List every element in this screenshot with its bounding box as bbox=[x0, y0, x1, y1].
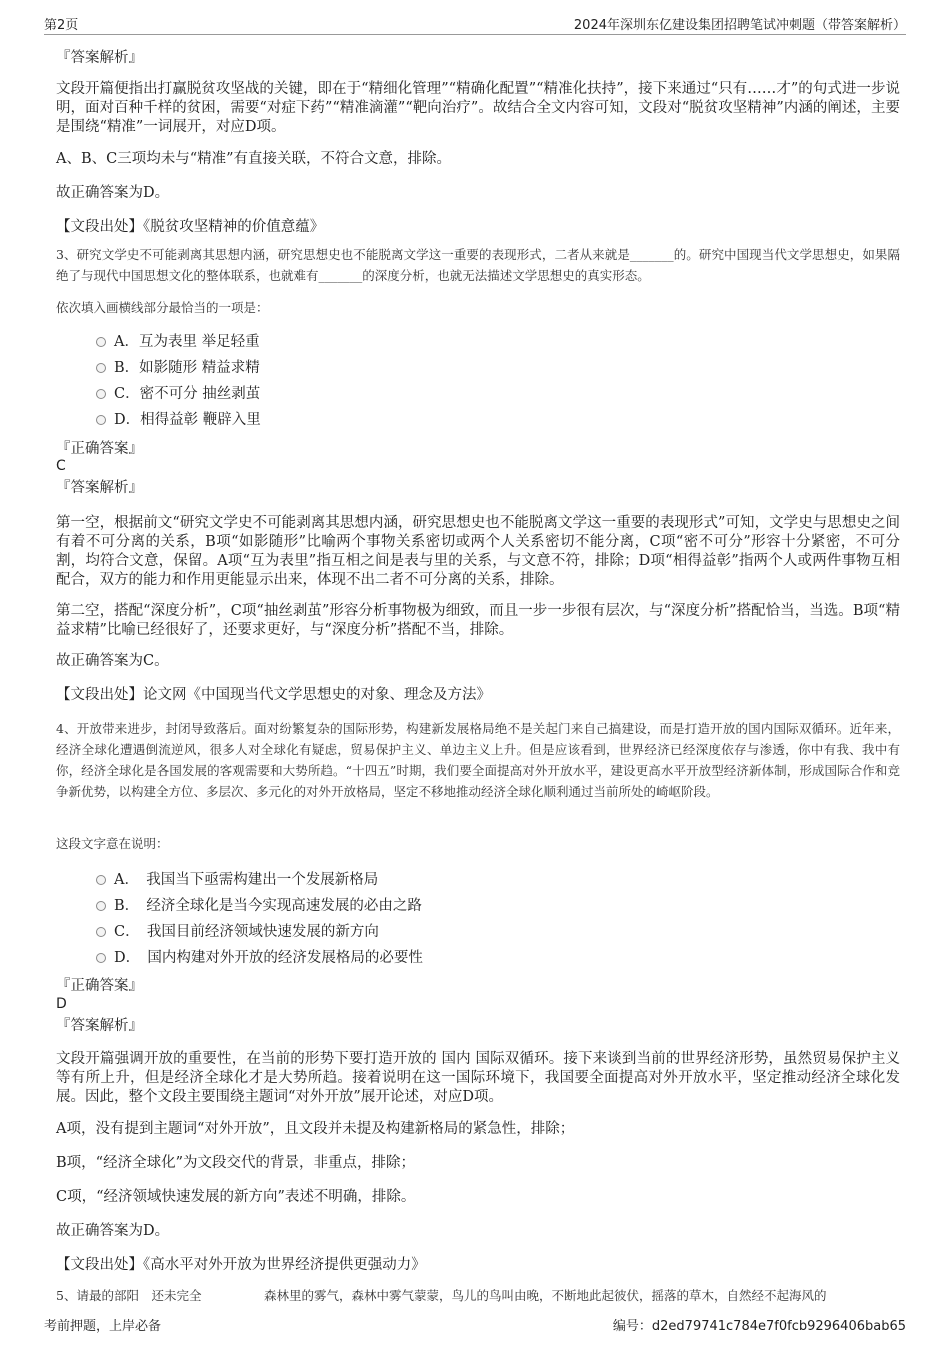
q4-option-c[interactable] bbox=[96, 922, 379, 942]
q3-option-a[interactable] bbox=[96, 332, 260, 352]
option-label: B．如影随形 精益求精 bbox=[114, 360, 260, 376]
q4-stem: 4、开放带来进步，封闭导致落后。面对纷繁复杂的国际形势，构建新发展格局绝不是关起门来自己搞建设，而是打造开放的国内国际双循环。近年来，经济全球化遭遇倒流逆风，很多人对全球化有疑虑，贸易保护主义、单边主义上升。但是应该看到，世界经济已经深度依存与渗透，你中有我、我中有你，经济全球化是各国发展的客观需要和大势所趋。“十四五”时期，我们要全面提高对外开放水平，建设更高水平开放型经济新体制，形成国际合作和竞争新优势，以构建全方位、多层次、多元化的对外开放格局，坚定不移地推动经济全球化顺利通过当前所处的崎岖阶段。 bbox=[56, 721, 900, 799]
radio-icon bbox=[96, 875, 106, 885]
option-label: B． 经济全球化是当今实现高速发展的必由之路 bbox=[114, 898, 422, 914]
q3-answer: C bbox=[56, 458, 66, 474]
q3-source: 【文段出处】论文网《中国现当代文学思想史的对象、理念及方法》 bbox=[56, 687, 491, 703]
q3-option-d[interactable] bbox=[96, 410, 261, 430]
page-header bbox=[44, 10, 906, 35]
radio-icon bbox=[96, 927, 106, 937]
footer-slogan: 考前押题，上岸必备 bbox=[44, 1319, 162, 1334]
q3-stem: 3、研究文学史不可能剥离其思想内涵，研究思想史也不能脱离文学这一重要的表现形式，二者从来就是_______的。研究中国现当代文学思想史，如果隔绝了与现代中国思想文化的整体联系，也就难有_______的深度分析，也就无法描述文学思想史的真实形态。 bbox=[56, 247, 900, 283]
footer-code: 编号：d2ed79741c784e7f0fcb9296406bab65 bbox=[612, 1319, 906, 1334]
q3-analysis-label: 『答案解析』 bbox=[56, 480, 143, 496]
q4-option-b[interactable] bbox=[96, 896, 422, 916]
radio-icon bbox=[96, 415, 106, 425]
q2-source: 【文段出处】《脱贫攻坚精神的价值意蕴》 bbox=[56, 219, 325, 235]
q4-analysis-label: 『答案解析』 bbox=[56, 1018, 143, 1034]
q2-exclude-text: A、B、C三项均未与“精准”有直接关联，不符合文意，排除。 bbox=[56, 151, 452, 167]
q4-answer: D bbox=[56, 996, 67, 1012]
q3-conclusion: 故正确答案为C。 bbox=[56, 653, 169, 669]
radio-icon bbox=[96, 337, 106, 347]
option-label: D．相得益彰 鞭辟入里 bbox=[114, 412, 261, 428]
q2-analysis-label: 『答案解析』 bbox=[56, 50, 143, 66]
q4-option-a[interactable] bbox=[96, 870, 378, 890]
option-label: A． 我国当下亟需构建出一个发展新格局 bbox=[114, 872, 379, 888]
radio-icon bbox=[96, 901, 106, 911]
radio-icon bbox=[96, 953, 106, 963]
q3-option-b[interactable] bbox=[96, 358, 260, 378]
q4-answer-label: 『正确答案』 bbox=[56, 978, 143, 994]
q4-conclusion: 故正确答案为D。 bbox=[56, 1223, 170, 1239]
q5-cut-off-line bbox=[56, 1288, 900, 1303]
radio-icon bbox=[96, 389, 106, 399]
q2-analysis-text: 文段开篇便指出打赢脱贫攻坚战的关键，即在于“精细化管理”“精确化配置”“精准化扶持”，接下来通过“只有……才”的句式进一步说明，面对百种千样的贫困，需要“对症下药”“精准滴灌”“靶向治疗”。故结合全文内容可知，文段对“脱贫攻坚精神”内涵的阐述，主要是围绕“精准”一词展开，对应D项。 bbox=[56, 81, 900, 135]
option-label: C． 我国目前经济领域快速发展的新方向 bbox=[114, 924, 379, 940]
page-number: 第2页 bbox=[44, 18, 79, 33]
q4-analysis-a: A项，没有提到主题词“对外开放”，且文段并未提及构建新格局的紧急性，排除； bbox=[56, 1121, 575, 1137]
q3-option-c[interactable] bbox=[96, 384, 260, 404]
q3-analysis-1: 第一空，根据前文“研究文学史不可能剥离其思想内涵，研究思想史也不能脱离文学这一重要的表现形式”可知，文学史与思想史之间有着不可分离的关系，B项“如影随形”比喻两个事物关系密切或两个人关系密切不能分离，C项“密不可分”形容十分紧密，不可分割，均符合文意，保留。A项“互为表里”指互相之间是表与里的关系，与文意不符，排除；D项“相得益彰”指两个人或两件事物互相配合，双方的能力和作用更能显示出来，体现不出二者不可分离的关系，排除。 bbox=[56, 515, 900, 588]
option-label: A．互为表里 举足轻重 bbox=[114, 334, 260, 350]
radio-icon bbox=[96, 363, 106, 373]
q3-prompt: 依次填入画横线部分最恰当的一项是： bbox=[56, 300, 269, 315]
q4-analysis-c: C项，“经济领域快速发展的新方向”表述不明确，排除。 bbox=[56, 1189, 416, 1205]
q2-conclusion: 故正确答案为D。 bbox=[56, 185, 170, 201]
q3-analysis-2: 第二空，搭配“深度分析”，C项“抽丝剥茧”形容分析事物极为细致，而且一步一步很有层次，与“深度分析”搭配恰当，当选。B项“精益求精”比喻已经很好了，还要求更好，与“深度分析”搭配不当，排除。 bbox=[56, 603, 900, 638]
q4-option-d[interactable] bbox=[96, 948, 423, 968]
q4-analysis-1: 文段开篇强调开放的重要性，在当前的形势下要打造开放的 国内 国际双循环。接下来谈到当前的世界经济形势，虽然贸易保护主义等有所上升，但是经济全球化才是大势所趋。接着说明在这一国际环境下，我国要全面提高对外开放水平，坚定推动经济全球化发展。因此，整个文段主要围绕主题词“对外开放”展开论述，对应D项。 bbox=[56, 1051, 900, 1105]
option-label: D． 国内构建对外开放的经济发展格局的必要性 bbox=[114, 950, 423, 966]
document-title: 2024年深圳东亿建设集团招聘笔试冲刺题（带答案解析） bbox=[573, 18, 906, 33]
q4-analysis-b: B项，“经济全球化”为文段交代的背景，非重点，排除； bbox=[56, 1155, 415, 1171]
q4-source: 【文段出处】《高水平对外开放为世界经济提供更强动力》 bbox=[56, 1257, 426, 1273]
option-label: C．密不可分 抽丝剥茧 bbox=[114, 386, 261, 402]
q4-prompt: 这段文字意在说明： bbox=[56, 836, 169, 851]
q5-cut-text: 5、请最的部阳 还未完全 森林里的雾气，森林中雾气蒙蒙，鸟儿的鸟叫由晚，不断地此起彼伏，摇落的草木，自然经不起海风的 bbox=[56, 1288, 827, 1303]
page-footer bbox=[44, 1311, 906, 1335]
q3-answer-label: 『正确答案』 bbox=[56, 441, 143, 457]
